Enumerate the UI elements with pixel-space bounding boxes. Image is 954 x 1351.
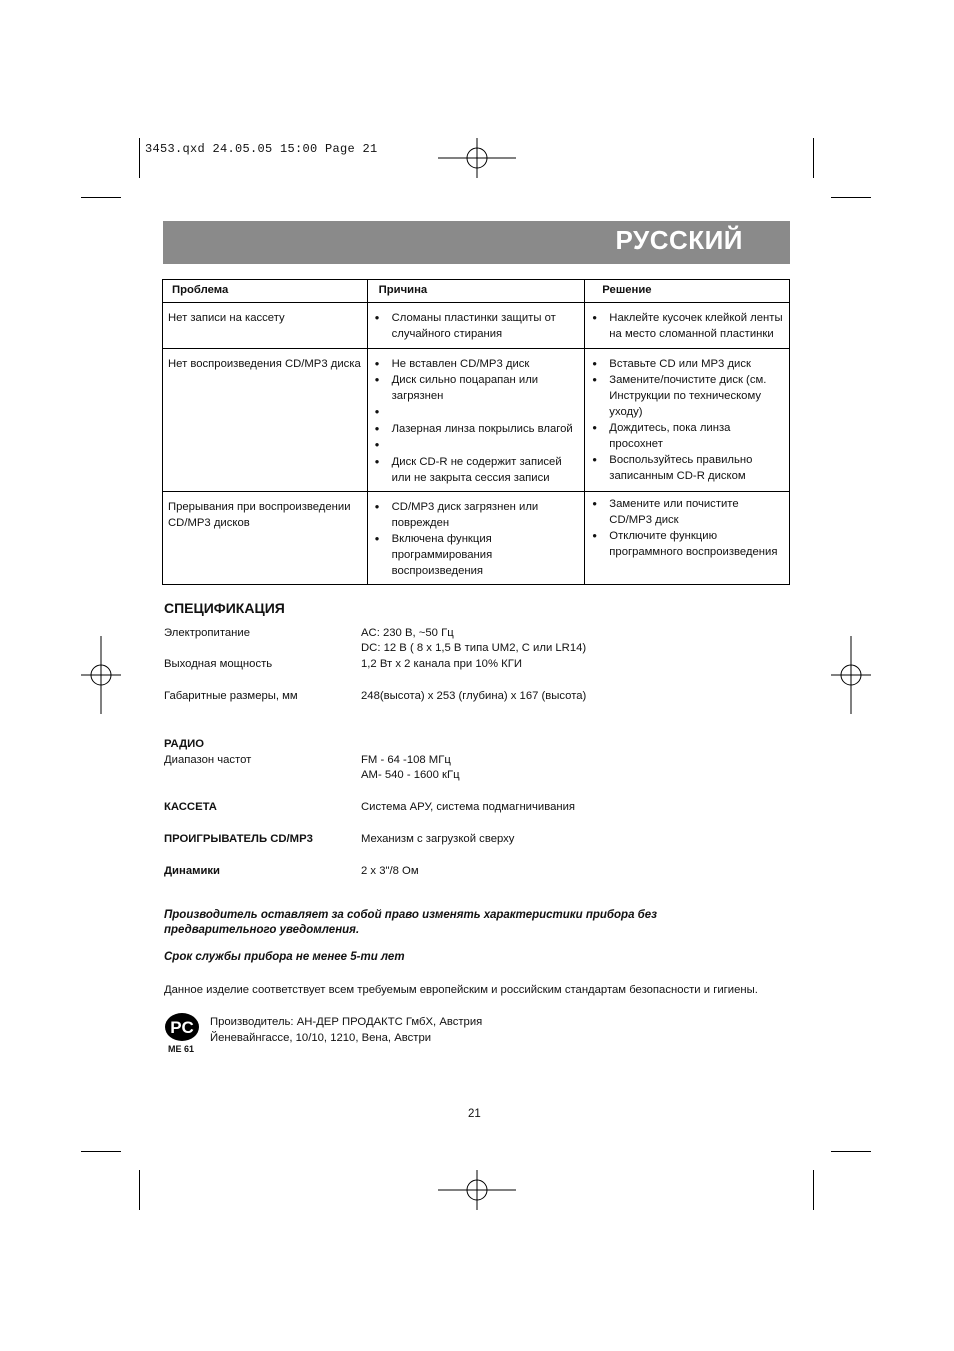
spec-freq-label: Диапазон частот — [164, 754, 252, 766]
spec-dims-label: Габаритные размеры, мм — [164, 690, 298, 702]
rights-note-line2: предварительного уведомления. — [164, 924, 360, 936]
table-header-row — [163, 280, 790, 303]
spec-power-ac: AC: 230 В, ~50 Гц — [361, 627, 454, 639]
spec-cassette-heading: КАССЕТА — [164, 801, 217, 813]
solution-item: ● Наклейте кусочек клейкой ленты на место сломанной пластинки — [590, 310, 784, 342]
cause-item: ● Лазерная линза покрылись влагой — [373, 421, 580, 437]
solution-item: ● Замените или почистите CD/MP3 диск — [590, 496, 784, 528]
header-cause: Причина — [367, 280, 585, 303]
spec-cd-heading: ПРОИГРЫВАТЕЛЬ CD/MP3 — [164, 833, 313, 845]
crop-mark — [139, 1170, 140, 1210]
header-problem: Проблема — [163, 280, 368, 303]
spec-radio-heading: РАДИО — [164, 738, 205, 750]
table-row — [163, 349, 790, 492]
manufacturer-line2: Йеневайнгассе, 10/10, 1210, Вена, Австри — [210, 1032, 432, 1044]
crop-mark — [81, 197, 121, 198]
cause-item: ● Не вставлен CD/MP3 диск — [373, 356, 580, 372]
cause-item: ● CD/MP3 диск загрязнен или поврежден — [373, 499, 580, 531]
cause-item: ● Диск сильно поцарапан или загрязнен — [373, 372, 580, 404]
spec-power-dc: DC: 12 В ( 8 x 1,5 В типа UM2, C или LR14) — [361, 642, 587, 654]
spec-speakers-heading: Динамики — [164, 865, 220, 877]
page-number: 21 — [468, 1108, 481, 1120]
cause-item: ● Включена функция программирования воспроизведения — [373, 531, 580, 579]
lifetime-note: Срок службы прибора не менее 5-ти лет — [164, 951, 405, 963]
registration-mark-right — [831, 636, 871, 714]
problem-cell: Нет воспроизведения CD/MP3 диска — [168, 358, 361, 370]
compliance-note: Данное изделие соответствует всем требуемым европейским и российским стандартам безопасности и гигиены. — [164, 984, 758, 996]
table-row — [163, 492, 790, 585]
solution-item: ● Вставьте CD или MP3 диск — [590, 356, 784, 372]
spacer — [373, 437, 580, 454]
spec-freq-am: AM- 540 - 1600 кГц — [361, 769, 460, 781]
spec-freq-fm: FM - 64 -108 МГц — [361, 754, 451, 766]
cause-item: ● Диск CD-R не содержит записей или не закрыта сессия записи — [373, 454, 580, 486]
file-slug: 3453.qxd 24.05.05 15:00 Page 21 — [145, 142, 378, 156]
registration-mark-top — [438, 138, 516, 178]
registration-mark-left — [81, 636, 121, 714]
solution-item: ● Дождитесь, пока линза просохнет — [590, 420, 784, 452]
crop-mark — [831, 1151, 871, 1152]
crop-mark — [81, 1151, 121, 1152]
spec-cd-value: Механизм с загрузкой сверху — [361, 833, 515, 845]
svg-text:PC: PC — [170, 1018, 194, 1037]
solution-item: ● Замените/почистите диск (см. Инструкции по техническому уходу) — [590, 372, 784, 420]
language-banner — [163, 221, 790, 264]
table-row — [163, 303, 790, 349]
spec-output-value: 1,2 Вт x 2 канала при 10% КГИ — [361, 658, 522, 670]
spec-dims-value: 248(высота) x 253 (глубина) x 167 (высота) — [361, 690, 587, 702]
header-solution: Решение — [585, 280, 790, 303]
cause-item: ● Сломаны пластинки защиты от случайного стирания — [373, 310, 580, 342]
cert-code: ME 61 — [168, 1044, 195, 1054]
spec-title: СПЕЦИФИКАЦИЯ — [164, 600, 285, 616]
troubleshooting-table — [162, 279, 790, 585]
banner-title: РУССКИЙ — [615, 225, 743, 255]
manufacturer-line1: Производитель: АН-ДЕР ПРОДАКТС ГмбХ, Австрия — [210, 1016, 483, 1028]
crop-mark — [813, 1170, 814, 1210]
spacer — [373, 404, 580, 421]
problem-cell: Нет записи на кассету — [168, 312, 285, 324]
problem-cell: Прерывания при воспроизведении CD/MP3 дисков — [168, 501, 351, 529]
crop-mark — [813, 138, 814, 178]
spec-cassette-value: Система АРУ, система подмагничивания — [361, 801, 576, 813]
rst-certification-icon — [164, 1012, 200, 1042]
spec-power-label: Электропитание — [164, 627, 251, 639]
rights-note-line1: Производитель оставляет за собой право изменять характеристики прибора без — [164, 909, 658, 921]
spec-output-label: Выходная мощность — [164, 658, 273, 670]
spec-speakers-value: 2 x 3"/8 Ом — [361, 865, 419, 877]
crop-mark — [831, 197, 871, 198]
registration-mark-bottom — [438, 1170, 516, 1210]
solution-item: ● Отключите функцию программного воспроизведения — [590, 528, 784, 560]
crop-mark — [139, 138, 140, 178]
solution-item: ● Воспользуйтесь правильно записанным CD-R диском — [590, 452, 784, 484]
